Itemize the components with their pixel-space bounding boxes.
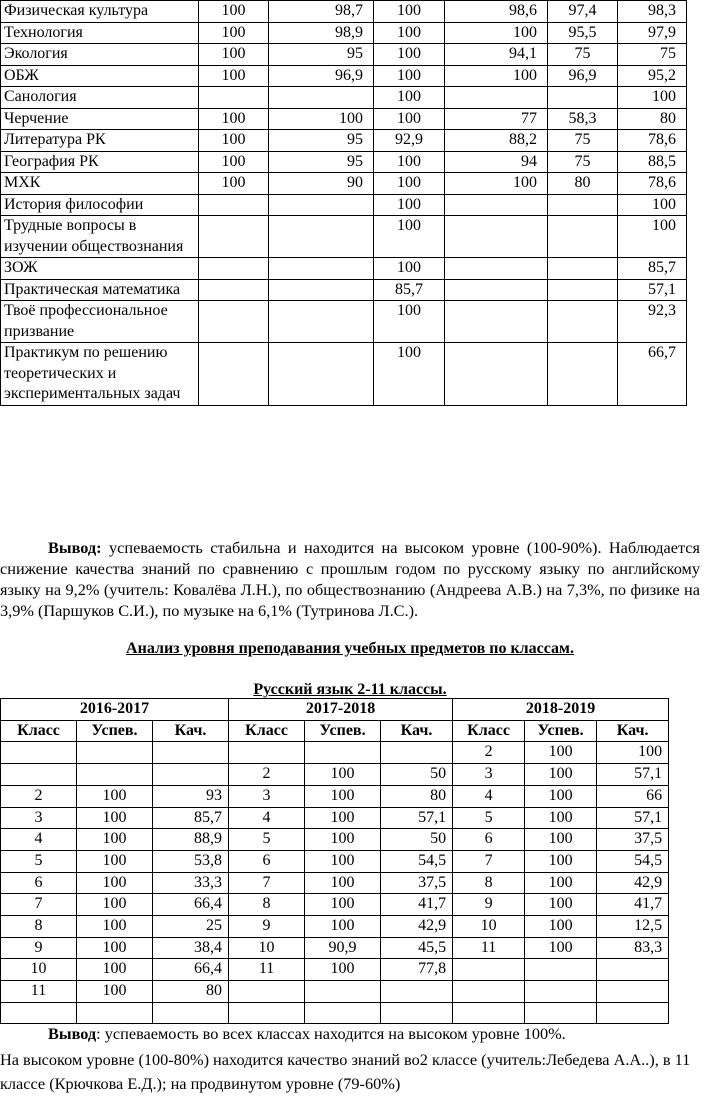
subject-value: 98,9 xyxy=(269,22,374,44)
class-cell: 88,9 xyxy=(153,829,229,851)
class-cell xyxy=(597,1002,669,1023)
class-cell xyxy=(153,1002,229,1023)
class-cell: 45,5 xyxy=(381,937,453,959)
class-cell: 2 xyxy=(453,742,525,764)
subject-value xyxy=(199,258,269,280)
subject-row xyxy=(1,108,687,130)
class-cell: 10 xyxy=(453,916,525,938)
russian-title: Русский язык 2-11 классы. xyxy=(253,681,447,698)
subject-row xyxy=(1,151,687,173)
class-cell xyxy=(1,764,77,786)
class-cell xyxy=(77,764,153,786)
class-cell xyxy=(153,764,229,786)
class-cell: 100 xyxy=(525,785,597,807)
subject-name: Экология xyxy=(1,44,199,66)
column-header: Класс xyxy=(1,720,77,742)
class-cell: 57,1 xyxy=(381,807,453,829)
subject-value: 100 xyxy=(199,1,269,23)
class-cell xyxy=(153,742,229,764)
subject-value: 57,1 xyxy=(618,279,687,301)
subject-row xyxy=(1,216,687,258)
class-cell: 66,4 xyxy=(153,959,229,981)
class-cell: 100 xyxy=(305,829,381,851)
subject-name: Литература РК xyxy=(1,130,199,152)
subject-value xyxy=(269,301,374,343)
subject-value: 78,6 xyxy=(618,173,687,195)
class-cell: 7 xyxy=(453,850,525,872)
class-cell: 42,9 xyxy=(381,916,453,938)
class-cell: 6 xyxy=(229,850,305,872)
class-cell: 2 xyxy=(1,785,77,807)
class-cell xyxy=(381,742,453,764)
subject-row xyxy=(1,130,687,152)
class-cell: 9 xyxy=(229,916,305,938)
class-cell: 9 xyxy=(1,937,77,959)
subject-name: Практикум по решению теоретических и экспериментальных задач xyxy=(1,343,199,406)
subject-value: 92,3 xyxy=(618,301,687,343)
class-cell: 10 xyxy=(1,959,77,981)
class-cell: 57,1 xyxy=(597,764,669,786)
class-cell xyxy=(525,959,597,981)
subject-value: 80 xyxy=(618,108,687,130)
subject-value xyxy=(269,343,374,406)
subject-value xyxy=(199,216,269,258)
subject-value xyxy=(199,279,269,301)
class-cell: 100 xyxy=(77,981,153,1003)
subject-value: 58,3 xyxy=(548,108,618,130)
subject-row xyxy=(1,65,687,87)
class-cell: 100 xyxy=(77,850,153,872)
class-cell: 66 xyxy=(597,785,669,807)
class-cell: 50 xyxy=(381,829,453,851)
subject-row xyxy=(1,1,687,23)
year-header: 2017-2018 xyxy=(229,699,453,721)
class-cell: 90,9 xyxy=(305,937,381,959)
subject-value xyxy=(199,343,269,406)
column-header: Кач. xyxy=(597,720,669,742)
subject-value xyxy=(548,87,618,109)
subject-value xyxy=(445,343,548,406)
subject-value: 75 xyxy=(548,44,618,66)
subject-value: 100 xyxy=(374,22,445,44)
class-cell xyxy=(453,959,525,981)
class-cell xyxy=(77,742,153,764)
subject-value: 100 xyxy=(445,173,548,195)
class-cell: 100 xyxy=(77,872,153,894)
subject-value xyxy=(445,279,548,301)
class-cell: 4 xyxy=(453,785,525,807)
subject-value xyxy=(269,194,374,216)
subject-value: 95,2 xyxy=(618,65,687,87)
class-cell: 80 xyxy=(153,981,229,1003)
class-cell: 100 xyxy=(77,829,153,851)
class-cell xyxy=(525,981,597,1003)
class-cell xyxy=(229,1002,305,1023)
subject-value: 100 xyxy=(445,22,548,44)
subject-name: История философии xyxy=(1,194,199,216)
class-cell: 100 xyxy=(77,785,153,807)
class-row xyxy=(1,764,669,786)
subject-value: 85,7 xyxy=(618,258,687,280)
class-cell: 41,7 xyxy=(381,894,453,916)
class-cell: 37,5 xyxy=(597,829,669,851)
subject-name: Санология xyxy=(1,87,199,109)
column-header: Кач. xyxy=(381,720,453,742)
subject-value: 100 xyxy=(199,22,269,44)
subject-value: 100 xyxy=(374,173,445,195)
subject-row xyxy=(1,258,687,280)
subject-row xyxy=(1,343,687,406)
subject-value xyxy=(548,258,618,280)
subject-value: 96,9 xyxy=(269,65,374,87)
class-cell: 4 xyxy=(229,807,305,829)
class-cell: 53,8 xyxy=(153,850,229,872)
subject-value xyxy=(548,216,618,258)
class-cell: 57,1 xyxy=(597,807,669,829)
subject-value: 100 xyxy=(374,108,445,130)
subject-value: 95 xyxy=(269,151,374,173)
class-cell: 3 xyxy=(453,764,525,786)
class-cell xyxy=(229,742,305,764)
class-cell xyxy=(453,981,525,1003)
subject-value xyxy=(269,87,374,109)
column-header: Успев. xyxy=(525,720,597,742)
subject-value xyxy=(199,194,269,216)
class-cell: 25 xyxy=(153,916,229,938)
class-cell xyxy=(525,1002,597,1023)
class-cell: 11 xyxy=(229,959,305,981)
subject-value: 97,4 xyxy=(548,1,618,23)
subject-value: 100 xyxy=(374,194,445,216)
subject-name: ОБЖ xyxy=(1,65,199,87)
subject-value: 95 xyxy=(269,44,374,66)
subject-value: 100 xyxy=(374,65,445,87)
class-cell: 100 xyxy=(77,894,153,916)
class-cell xyxy=(1,1002,77,1023)
subject-value xyxy=(269,216,374,258)
subject-name: Практическая математика xyxy=(1,279,199,301)
subject-value: 100 xyxy=(374,87,445,109)
class-cell: 100 xyxy=(525,807,597,829)
subject-value: 100 xyxy=(199,108,269,130)
class-cell xyxy=(77,1002,153,1023)
subject-value: 95,5 xyxy=(548,22,618,44)
subject-value: 100 xyxy=(374,44,445,66)
subject-name: Черчение xyxy=(1,108,199,130)
subject-name: Трудные вопросы в изучении обществознания xyxy=(1,216,199,258)
class-cell: 10 xyxy=(229,937,305,959)
class-row xyxy=(1,850,669,872)
subject-value: 100 xyxy=(199,151,269,173)
subject-value: 100 xyxy=(374,343,445,406)
subject-value: 75 xyxy=(548,130,618,152)
class-cell: 12,5 xyxy=(597,916,669,938)
subject-value: 100 xyxy=(374,216,445,258)
subject-value: 92,9 xyxy=(374,130,445,152)
subject-row xyxy=(1,44,687,66)
class-cell: 66,4 xyxy=(153,894,229,916)
subject-value xyxy=(445,87,548,109)
subject-value: 94,1 xyxy=(445,44,548,66)
subject-value: 100 xyxy=(374,258,445,280)
class-cell: 37,5 xyxy=(381,872,453,894)
class-cell: 8 xyxy=(1,916,77,938)
class-cell: 80 xyxy=(381,785,453,807)
class-cell: 100 xyxy=(525,937,597,959)
subject-value: 78,6 xyxy=(618,130,687,152)
class-row xyxy=(1,937,669,959)
class-cell: 7 xyxy=(229,872,305,894)
class-cell xyxy=(597,959,669,981)
class-cell: 100 xyxy=(305,894,381,916)
subject-row xyxy=(1,22,687,44)
class-cell: 100 xyxy=(525,829,597,851)
class-table xyxy=(0,698,669,1024)
subject-value: 100 xyxy=(269,108,374,130)
class-cell: 3 xyxy=(1,807,77,829)
column-header: Класс xyxy=(453,720,525,742)
class-cell xyxy=(453,1002,525,1023)
conclusion2-line1 xyxy=(0,1023,700,1044)
subject-value: 96,9 xyxy=(548,65,618,87)
subject-value xyxy=(445,216,548,258)
class-cell: 100 xyxy=(305,850,381,872)
subject-value: 98,7 xyxy=(269,1,374,23)
class-cell: 100 xyxy=(525,894,597,916)
subject-value: 100 xyxy=(618,87,687,109)
subject-value: 100 xyxy=(199,65,269,87)
subject-value xyxy=(199,87,269,109)
subject-name: Твоё профессиональное призвание xyxy=(1,301,199,343)
class-cell xyxy=(1,742,77,764)
subject-value: 100 xyxy=(199,173,269,195)
class-cell: 38,4 xyxy=(153,937,229,959)
class-cell: 3 xyxy=(229,785,305,807)
class-row xyxy=(1,742,669,764)
subject-value: 100 xyxy=(374,301,445,343)
class-cell: 93 xyxy=(153,785,229,807)
class-cell: 50 xyxy=(381,764,453,786)
conclusion-text: успеваемость стабильна и находится на высоком уровне (100-90%). Наблюдается снижение качества знаний по сравнению с прошлым годом по русскому языку по английскому языку на 9,2% (учитель: Ковалёва Л.Н.), по обществознанию (Андреева А.В.) на 7,3%, по физике на 3,9% (Паршуков С.И.), по музыке на 6,1% (Тутринова Л.С.). xyxy=(0,538,700,620)
class-row xyxy=(1,1002,669,1023)
subject-value: 100 xyxy=(199,130,269,152)
conclusion-label: Вывод: xyxy=(48,538,102,557)
class-cell: 42,9 xyxy=(597,872,669,894)
class-cell: 5 xyxy=(453,807,525,829)
conclusion-paragraph xyxy=(0,537,700,621)
class-cell: 100 xyxy=(305,807,381,829)
section-title: Анализ уровня преподавания учебных предметов по классам. xyxy=(126,640,574,657)
class-cell xyxy=(229,981,305,1003)
column-header: Успев. xyxy=(77,720,153,742)
class-cell: 8 xyxy=(229,894,305,916)
conclusion2-text: : успеваемость во всех классах находится на высоком уровне 100%. xyxy=(96,1024,566,1043)
class-cell: 7 xyxy=(1,894,77,916)
subject-value xyxy=(548,279,618,301)
class-cell: 100 xyxy=(305,959,381,981)
subject-name: Технология xyxy=(1,22,199,44)
class-cell: 100 xyxy=(525,872,597,894)
subject-value xyxy=(548,301,618,343)
subjects-table xyxy=(0,0,687,406)
class-cell xyxy=(305,742,381,764)
subject-value: 90 xyxy=(269,173,374,195)
class-cell: 33,3 xyxy=(153,872,229,894)
subject-value: 77 xyxy=(445,108,548,130)
class-cell: 100 xyxy=(305,764,381,786)
class-cell xyxy=(381,1002,453,1023)
subject-value: 100 xyxy=(374,1,445,23)
subject-name: ЗОЖ xyxy=(1,258,199,280)
subject-value: 85,7 xyxy=(374,279,445,301)
subject-name: МХК xyxy=(1,173,199,195)
subject-value: 88,5 xyxy=(618,151,687,173)
class-cell: 54,5 xyxy=(597,850,669,872)
subject-value xyxy=(269,258,374,280)
subject-value: 75 xyxy=(618,44,687,66)
subject-value xyxy=(269,279,374,301)
class-cell: 100 xyxy=(305,872,381,894)
column-header: Кач. xyxy=(153,720,229,742)
class-cell: 6 xyxy=(1,872,77,894)
subject-row xyxy=(1,87,687,109)
subject-value: 100 xyxy=(618,216,687,258)
class-cell: 11 xyxy=(1,981,77,1003)
class-cell: 6 xyxy=(453,829,525,851)
class-cell xyxy=(381,981,453,1003)
subject-value: 100 xyxy=(618,194,687,216)
conclusion2-line2: На высоком уровне (100-80%) находится качество знаний во2 классе (учитель:Лебедева А.А..), в 11 классе (Крючкова Е.Д.); на продвинутом уровне (79-60%) xyxy=(0,1050,691,1093)
subject-value: 75 xyxy=(548,151,618,173)
class-cell xyxy=(597,981,669,1003)
class-row xyxy=(1,916,669,938)
subject-value: 94 xyxy=(445,151,548,173)
column-header: Успев. xyxy=(305,720,381,742)
class-cell: 11 xyxy=(453,937,525,959)
subject-value xyxy=(548,343,618,406)
subject-value: 100 xyxy=(199,44,269,66)
column-header: Класс xyxy=(229,720,305,742)
subject-value: 66,7 xyxy=(618,343,687,406)
class-row xyxy=(1,785,669,807)
class-cell: 100 xyxy=(305,785,381,807)
subject-row xyxy=(1,173,687,195)
class-cell: 100 xyxy=(525,742,597,764)
class-cell: 100 xyxy=(525,850,597,872)
subject-value xyxy=(548,194,618,216)
subject-value xyxy=(445,194,548,216)
class-row xyxy=(1,872,669,894)
subject-value: 80 xyxy=(548,173,618,195)
subject-value: 95 xyxy=(269,130,374,152)
class-cell: 9 xyxy=(453,894,525,916)
subject-name: География РК xyxy=(1,151,199,173)
class-cell: 100 xyxy=(305,916,381,938)
class-cell: 8 xyxy=(453,872,525,894)
class-cell: 54,5 xyxy=(381,850,453,872)
class-cell: 100 xyxy=(77,807,153,829)
subject-row xyxy=(1,279,687,301)
class-cell xyxy=(305,981,381,1003)
class-row xyxy=(1,894,669,916)
year-header: 2016-2017 xyxy=(1,699,229,721)
class-cell: 5 xyxy=(1,850,77,872)
subject-name: Физическая культура xyxy=(1,1,199,23)
subject-value xyxy=(199,301,269,343)
class-cell: 77,8 xyxy=(381,959,453,981)
subject-value: 88,2 xyxy=(445,130,548,152)
subject-value: 100 xyxy=(374,151,445,173)
class-row xyxy=(1,829,669,851)
class-cell: 85,7 xyxy=(153,807,229,829)
class-cell: 4 xyxy=(1,829,77,851)
class-cell: 5 xyxy=(229,829,305,851)
class-cell: 2 xyxy=(229,764,305,786)
class-row xyxy=(1,807,669,829)
class-cell: 100 xyxy=(77,916,153,938)
subject-value xyxy=(445,301,548,343)
class-cell: 100 xyxy=(525,916,597,938)
class-cell xyxy=(305,1002,381,1023)
subject-value xyxy=(445,258,548,280)
subject-value: 97,9 xyxy=(618,22,687,44)
class-cell: 100 xyxy=(77,937,153,959)
class-row xyxy=(1,959,669,981)
subject-row xyxy=(1,194,687,216)
class-cell: 100 xyxy=(77,959,153,981)
class-cell: 41,7 xyxy=(597,894,669,916)
class-row xyxy=(1,981,669,1003)
subject-row xyxy=(1,301,687,343)
class-cell: 83,3 xyxy=(597,937,669,959)
subject-value: 98,6 xyxy=(445,1,548,23)
subject-value: 100 xyxy=(445,65,548,87)
year-header: 2018-2019 xyxy=(453,699,669,721)
class-cell: 100 xyxy=(525,764,597,786)
conclusion2-label: Вывод xyxy=(48,1024,97,1043)
class-cell: 100 xyxy=(597,742,669,764)
subject-value: 98,3 xyxy=(618,1,687,23)
